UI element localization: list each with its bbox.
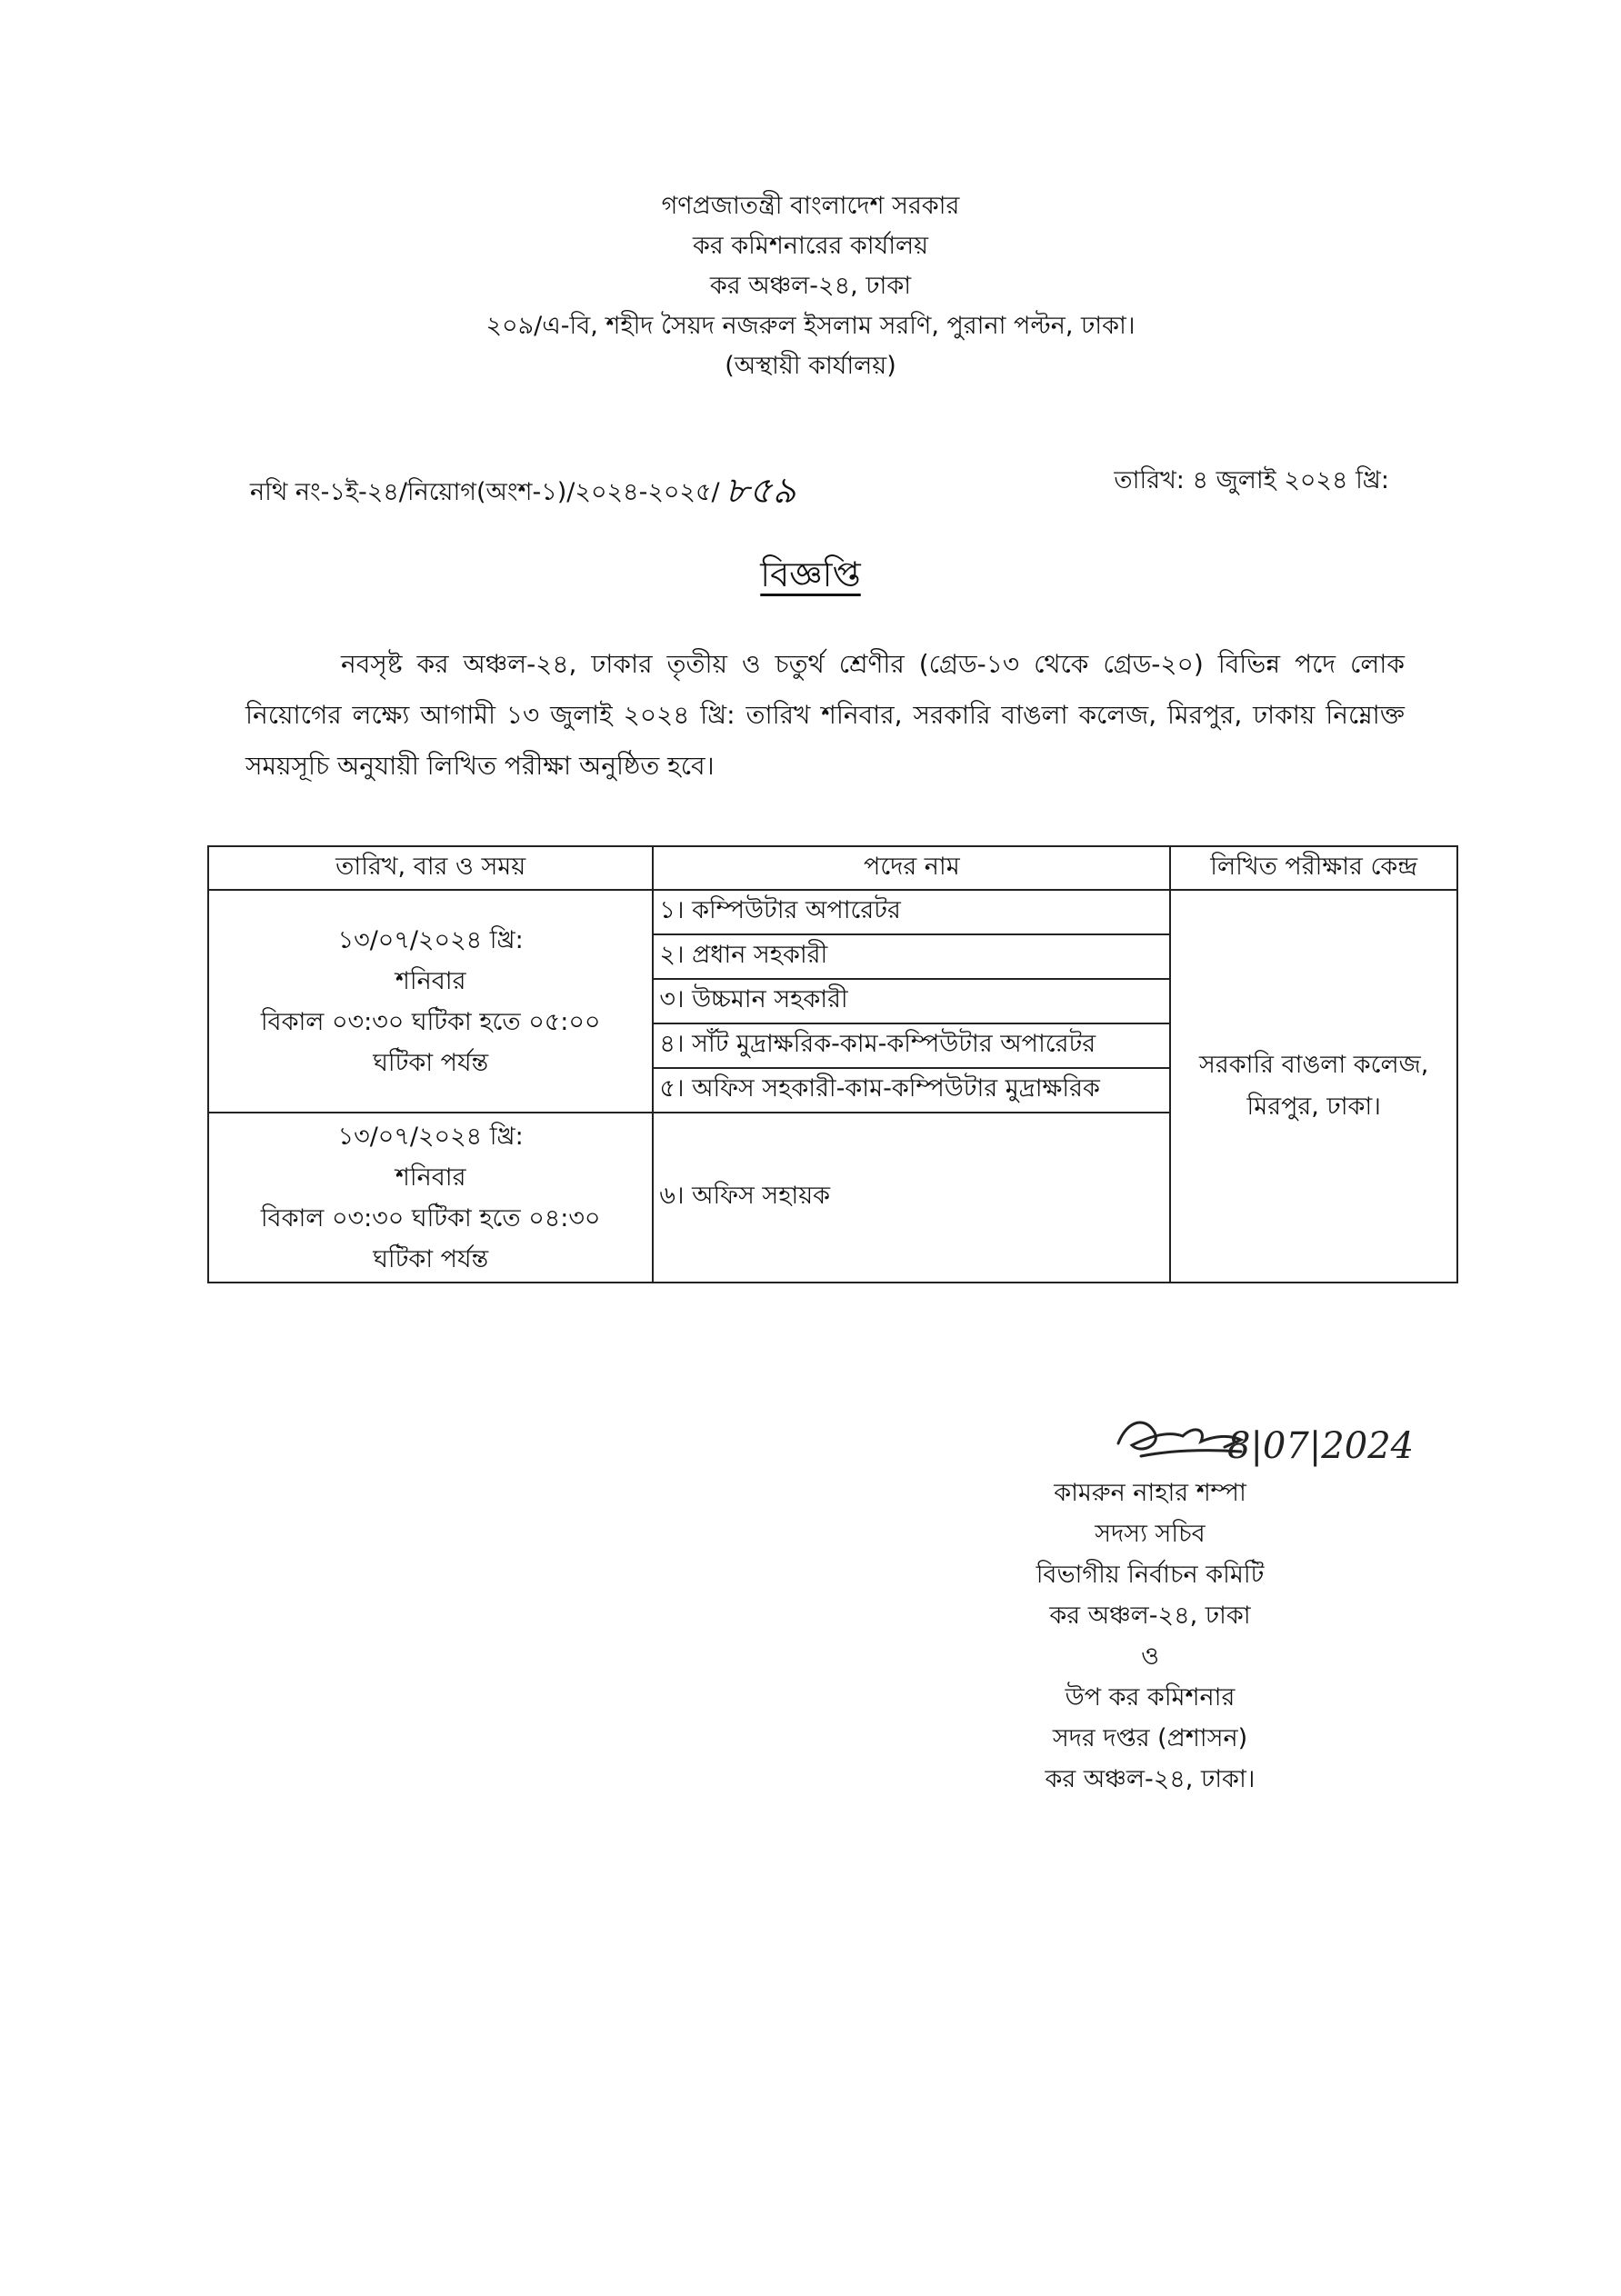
exam-time: বিকাল ০৩:৩০ ঘটিকা হতে ০৪:৩০	[260, 1203, 601, 1233]
signatory-name: কামরুন নাহার শম্পা	[1054, 1479, 1246, 1507]
post-item: ৬। অফিস সহায়ক	[653, 1113, 1170, 1283]
table-row	[208, 890, 1457, 934]
post-item: ৩। উচ্চমান সহকারী	[653, 979, 1170, 1023]
signatory-zone-2: কর অঞ্চল-২৪, ঢাকা।	[1045, 1765, 1256, 1793]
govt-name: গণপ্রজাতন্ত্রী বাংলাদেশ সরকার	[661, 192, 960, 220]
notice-title: বিজ্ঞপ্তি	[760, 554, 861, 594]
notice-body: নবসৃষ্ট কর অঞ্চল-২৪, ঢাকার তৃতীয় ও চতুর্থ শ্রেণীর (গ্রেড-১৩ থেকে গ্রেড-২০) বিভিন্ন পদে লোক নিয়োগের লক্ষ্যে আগামী ১৩ জুলাই ২০২৪ খ্রি: তারিখ শনিবার, সরকারি বাঙলা কলেজ, মিরপুর, ঢাকায় নিম্নোক্ত সময়সূচি অনুযায়ী লিখিত পরীক্ষা অনুষ্ঠিত হবে।	[245, 649, 1405, 781]
office-address: ২০৯/এ-বি, শহীদ সৈয়দ নজরুল ইসলাম সরণি, পুরানা পল্টন, ঢাকা।	[485, 312, 1136, 340]
post-item: ৫। অফিস সহকারী-কাম-কম্পিউটার মুদ্রাক্ষরিক	[653, 1068, 1170, 1113]
schedule-date-time-2	[208, 1113, 653, 1283]
memo-number: নথি নং-১ই-২৪/নিয়োগ(অংশ-১)/২০২৪-২০২৫/	[250, 478, 720, 506]
exam-time: বিকাল ০৩:৩০ ঘটিকা হতে ০৫:০০	[260, 1007, 601, 1036]
exam-day: শনিবার	[395, 966, 466, 995]
exam-day: শনিবার	[395, 1163, 466, 1192]
signatory-designation: উপ কর কমিশনার	[1065, 1683, 1236, 1712]
signatory-title: সদস্য সচিব	[1095, 1520, 1206, 1548]
zone-name: কর অঞ্চল-২৪, ঢাকা	[709, 272, 912, 300]
table-header-row	[208, 846, 1457, 890]
handwritten-memo-number: ৮৫৯	[725, 470, 796, 512]
signatory-department: সদর দপ্তর (প্রশাসন)	[1052, 1724, 1248, 1752]
office-name: কর কমিশনারের কার্যালয়	[692, 232, 929, 260]
signature-date: 8|07|2024	[1227, 1425, 1415, 1467]
memo-reference	[250, 462, 795, 523]
signatory-zone: কর অঞ্চল-২৪, ঢাকা	[1049, 1602, 1251, 1630]
header-post-name: পদের নাম	[653, 846, 1170, 890]
center-name: সরকারি বাঙলা কলেজ,	[1199, 1051, 1429, 1079]
post-item: ২। প্রধান সহকারী	[653, 934, 1170, 979]
exam-time-end: ঘটিকা পর্যন্ত	[373, 1244, 489, 1273]
conjunction: ও	[1141, 1642, 1159, 1671]
temporary-office-note: (অস্থায়ী কার্যালয়)	[725, 352, 896, 380]
exam-date: ১৩/০৭/২০২৪ খ্রি:	[337, 925, 524, 954]
header-exam-center: লিখিত পরীক্ষার কেন্দ্র	[1170, 846, 1457, 890]
post-item: ৪। সাঁট মুদ্রাক্ষরিক-কাম-কম্পিউটার অপারেটর	[653, 1023, 1170, 1068]
exam-schedule-table	[207, 845, 1458, 1283]
post-item: ১। কম্পিউটার অপারেটর	[653, 890, 1170, 934]
schedule-date-time-1	[208, 890, 653, 1113]
committee-name: বিভাগীয় নির্বাচন কমিটি	[1036, 1561, 1265, 1589]
exam-center	[1170, 890, 1457, 1283]
header-date-time: তারিখ, বার ও সময়	[208, 846, 653, 890]
exam-time-end: ঘটিকা পর্যন্ত	[373, 1048, 489, 1077]
exam-date: ১৩/০৭/২০২৪ খ্রি:	[337, 1122, 524, 1151]
notice-title-wrap	[0, 548, 1621, 606]
center-location: মিরপুর, ঢাকা।	[1246, 1093, 1381, 1121]
office-header	[0, 186, 1621, 386]
signatory-block	[1000, 1472, 1300, 1800]
issue-date: তারিখ: ৪ জুলাই ২০২৪ খ্রি:	[1114, 466, 1389, 494]
